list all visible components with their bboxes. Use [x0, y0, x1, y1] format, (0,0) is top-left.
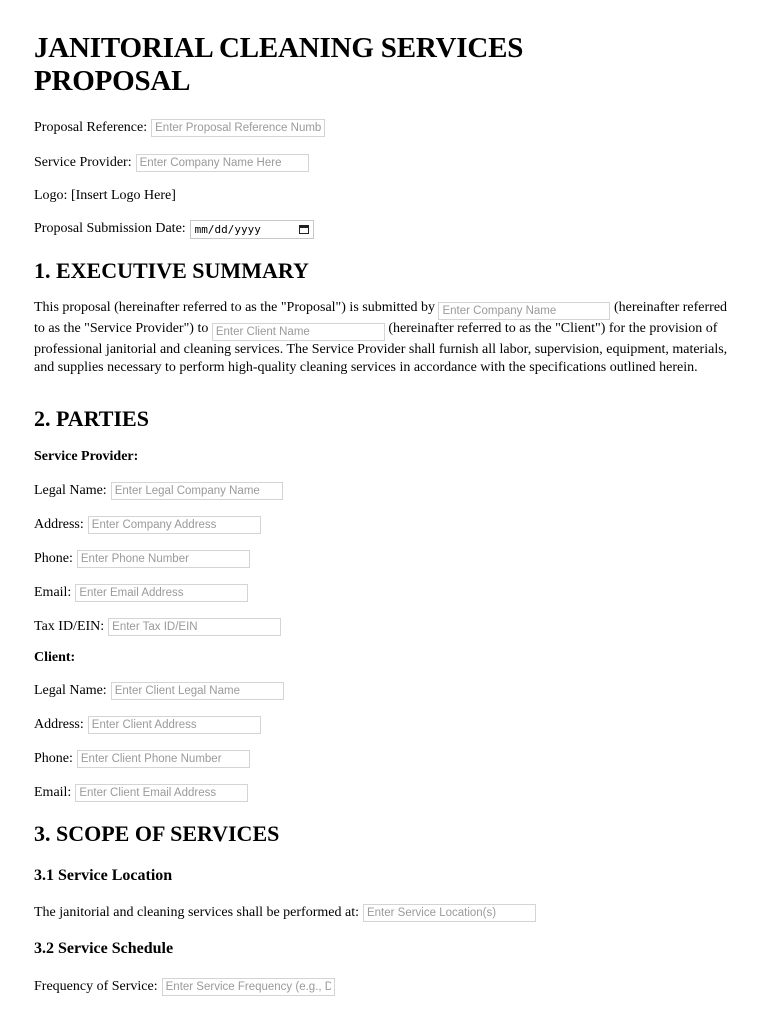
provider-phone-label: Phone: [34, 551, 73, 566]
service-location-row [34, 903, 536, 923]
service-provider-label: Service Provider: [34, 155, 132, 170]
service-provider-subheading: Service Provider: [34, 449, 139, 464]
client-email-row [34, 783, 248, 803]
client-address-input[interactable] [88, 716, 261, 734]
client-email-input[interactable] [75, 784, 248, 802]
provider-legal-name-input[interactable] [111, 482, 283, 500]
client-email-label: Email: [34, 785, 72, 800]
provider-address-input[interactable] [88, 516, 261, 534]
submission-date-label: Proposal Submission Date: [34, 221, 186, 236]
client-phone-row [34, 749, 250, 769]
calendar-icon[interactable] [299, 225, 309, 234]
provider-tax-id-input[interactable] [108, 618, 281, 636]
executive-summary-heading: 1. EXECUTIVE SUMMARY [34, 258, 309, 283]
service-location-label: The janitorial and cleaning services shall be performed at: [34, 905, 359, 920]
client-phone-input[interactable] [77, 750, 250, 768]
provider-email-label: Email: [34, 585, 72, 600]
service-frequency-input[interactable] [162, 978, 335, 996]
service-location-input[interactable] [363, 904, 536, 922]
summary-text-2: (hereinafter referred to as the "Service Provider") to [34, 300, 728, 336]
provider-address-label: Address: [34, 517, 84, 532]
provider-legal-name-row [34, 481, 283, 501]
proposal-reference-label: Proposal Reference: [34, 120, 148, 135]
summary-client-input[interactable] [212, 323, 385, 341]
client-address-label: Address: [34, 717, 84, 732]
scope-heading: 3. SCOPE OF SERVICES [34, 821, 280, 846]
provider-email-row [34, 583, 248, 603]
client-address-row [34, 715, 261, 735]
submission-date-row [34, 219, 314, 239]
summary-company-input[interactable] [438, 302, 610, 320]
client-legal-name-row [34, 681, 284, 701]
proposal-reference-input[interactable] [151, 119, 325, 137]
client-legal-name-input[interactable] [111, 682, 284, 700]
provider-phone-row [34, 549, 250, 569]
logo-row [34, 186, 176, 206]
executive-summary-paragraph [34, 299, 740, 376]
parties-heading: 2. PARTIES [34, 406, 149, 431]
provider-legal-name-label: Legal Name: [34, 483, 107, 498]
service-frequency-label: Frequency of Service: [34, 979, 158, 994]
logo-placeholder-text: Logo: [Insert Logo Here] [34, 188, 176, 203]
provider-tax-id-row [34, 617, 281, 637]
summary-text-1: This proposal (hereinafter referred to as the "Proposal") is submitted by [34, 300, 435, 315]
provider-phone-input[interactable] [77, 550, 250, 568]
service-schedule-heading: 3.2 Service Schedule [34, 940, 174, 957]
service-location-heading: 3.1 Service Location [34, 867, 173, 884]
client-phone-label: Phone: [34, 751, 73, 766]
provider-address-row [34, 515, 261, 535]
document-title: JANITORIAL CLEANING SERVICES PROPOSAL [34, 32, 524, 97]
service-provider-input[interactable] [136, 154, 309, 172]
client-legal-name-label: Legal Name: [34, 683, 107, 698]
provider-email-input[interactable] [75, 584, 248, 602]
client-subheading: Client: [34, 650, 76, 665]
service-provider-row [34, 153, 309, 173]
provider-tax-id-label: Tax ID/EIN: [34, 619, 105, 634]
proposal-reference-row [34, 118, 325, 138]
date-format-text: mm/dd/yyyy [194, 222, 261, 236]
submission-date-input[interactable] [190, 220, 314, 239]
summary-text-3: (hereinafter referred to as the "Client") for the provision of professional janitorial and cleaning services. The Service Provider shall furnish all labor, supervision, equipment, materials, and supplies necessary to perform high-quality cleaning services in accordance with the specifications outlined herein. [34, 321, 728, 375]
service-frequency-row [34, 977, 335, 997]
